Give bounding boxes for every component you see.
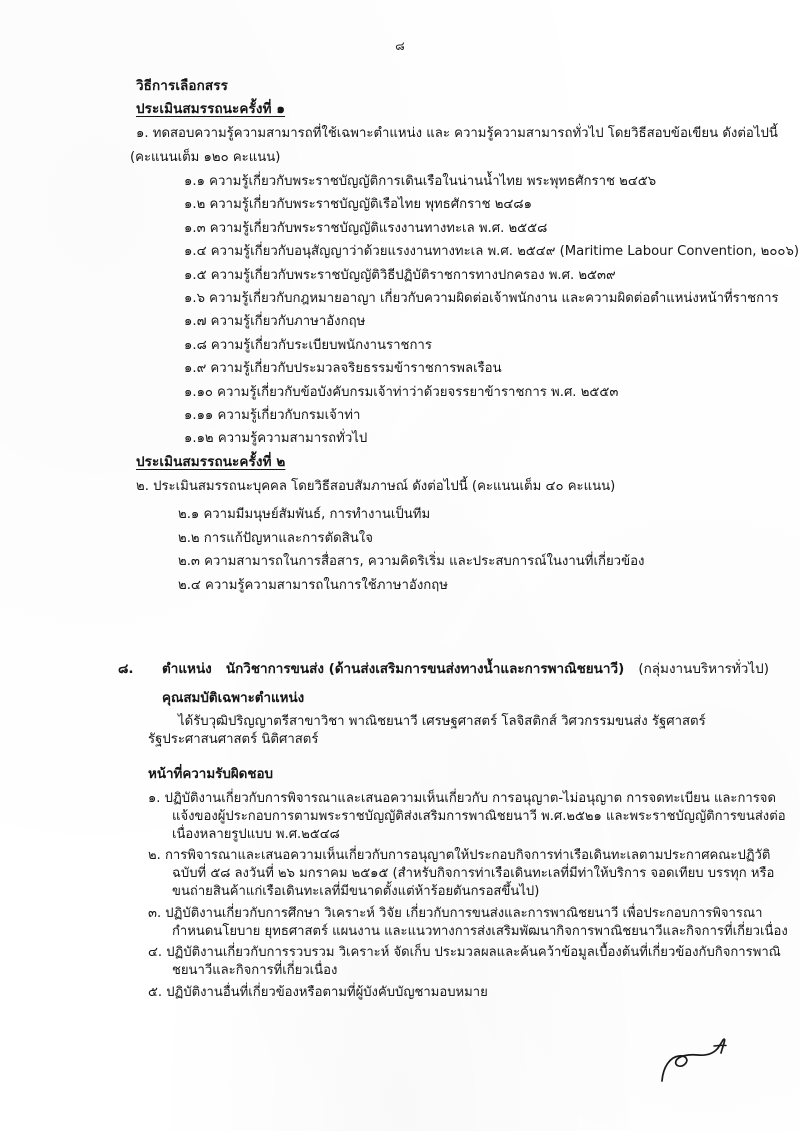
position-label: ตำแหน่ง bbox=[162, 661, 212, 678]
position-section-title bbox=[162, 661, 790, 677]
page-content bbox=[118, 78, 799, 1006]
round-2-item: ๒.๒ การแก้ปัญหาและการตัดสินใจ bbox=[178, 530, 373, 546]
round-2-item: ๒.๔ ความรู้ความสามารถในการใช้ภาษาอังกฤษ bbox=[178, 578, 448, 594]
round-1-item: ๑.๒ ความรู้เกี่ยวกับพระราชบัญญัติเรือไทย พุทธศักราช ๒๔๘๑ bbox=[184, 197, 532, 213]
position-title-text: นักวิชาการขนส่ง (ด้านส่งเสริมการขนส่งทางน้ำและการพาณิชยนาวี) bbox=[225, 661, 625, 678]
round-1-intro: ๑. ทดสอบความรู้ความสามารถที่ใช้เฉพาะตำแหน่ง และ ความรู้ความสามารถทั่วไป โดยวิธีสอบข้อเขียน ดังต่อไปนี้ bbox=[136, 126, 778, 141]
signature-icon bbox=[654, 1037, 742, 1093]
round-1-item: ๑.๓ ความรู้เกี่ยวกับพระราชบัญญัติแรงงานทางทะเล พ.ศ. ๒๕๕๘ bbox=[184, 220, 548, 236]
selection-method-heading: วิธีการเลือกสรร bbox=[136, 78, 228, 94]
round-1-item: ๑.๖ ความรู้เกี่ยวกับกฎหมายอาญา เกี่ยวกับความผิดต่อเจ้าพนักงาน และความผิดต่อตำแหน่งหน้าที่ราชการ bbox=[184, 291, 779, 307]
round-1-item: ๑.๑ ความรู้เกี่ยวกับพระราชบัญญัติการเดินเรือในน่านน้ำไทย พระพุทธศักราช ๒๔๕๖ bbox=[184, 174, 657, 190]
round-1-item: ๑.๙ ความรู้เกี่ยวกับประมวลจริยธรรมข้าราชการพลเรือน bbox=[184, 361, 502, 377]
qualifications-body: ได้รับวุฒิปริญญาตรีสาขาวิชา พาณิชยนาวี เศรษฐศาสตร์ โลจิสติกส์ วิศวกรรมขนส่ง รัฐศาสตร์ รัฐประศาสนศาสตร์ นิติศาสตร์ bbox=[148, 714, 706, 748]
spacer bbox=[118, 603, 790, 661]
qualifications-heading: คุณสมบัติเฉพาะตำแหน่ง bbox=[162, 691, 305, 707]
handwritten-signature bbox=[654, 1037, 742, 1093]
round-2-heading: ประเมินสมรรถนะครั้งที่ ๒ bbox=[136, 453, 286, 470]
responsibility-item: ๕. ปฏิบัติงานอื่นที่เกี่ยวข้องหรือตามที่ผู้บังคับบัญชามอบหมาย bbox=[148, 984, 488, 1000]
page-number: ๘ bbox=[395, 38, 405, 53]
round-1-item: ๑.๑๐ ความรู้เกี่ยวกับข้อบังคับกรมเจ้าท่าว่าด้วยจรรยาข้าราชการ พ.ศ. ๒๕๕๓ bbox=[184, 384, 619, 400]
round-1-item: ๑.๑๒ ความรู้ความสามารถทั่วไป bbox=[184, 431, 368, 447]
round-1-item: ๑.๘ ความรู้เกี่ยวกับระเบียบพนักงานราชการ bbox=[184, 337, 432, 353]
round-2-item: ๒.๓ ความสามารถในการสื่อสาร, ความคิดริเริ่ม และประสบการณ์ในงานที่เกี่ยวข้อง bbox=[178, 554, 645, 570]
position-group: (กลุ่มงานบริหารทั่วไป) bbox=[638, 661, 770, 678]
round-2-item: ๒.๑ ความมีมนุษย์สัมพันธ์, การทำงานเป็นทีม bbox=[178, 506, 431, 522]
round-1-item: ๑.๔ ความรู้เกี่ยวกับอนุสัญญาว่าด้วยแรงงานทางทะเล พ.ศ. ๒๕๔๙ (Maritime Labour Convention, ๒๐๐๖) bbox=[184, 244, 799, 260]
responsibility-item: ๔. ปฏิบัติงานเกี่ยวกับการรวบรวม วิเคราะห์ จัดเก็บ ประมวลผลและค้นคว้าข้อมูลเบื้องต้นที่เกี่ยวข้องกับกิจการพาณิชยนาวีและกิจการที่เกี่ยวเนื่อง bbox=[148, 945, 781, 979]
responsibility-item: ๒. การพิจารณาและเสนอความเห็นเกี่ยวกับการอนุญาตให้ประกอบกิจการท่าเรือเดินทะเลตามประกาศคณะปฏิวัติ ฉบับที่ ๕๘ ลงวันที่ ๒๖ มกราคม ๒๕๑๕ (สำหรับกิจการท่าเรือเดินทะเลที่มีท่าให้บริการ จอดเทียบ บรรทุก หรือขนถ่ายสินค้าแก่เรือเดินทะเลที่มีขนาดตั้งแต่ห้าร้อยตันกรอสขึ้นไป) bbox=[148, 848, 775, 899]
responsibilities-heading: หน้าที่ความรับผิดชอบ bbox=[148, 766, 274, 782]
position-section-number: ๘. bbox=[118, 661, 134, 678]
responsibility-item: ๓. ปฏิบัติงานเกี่ยวกับการศึกษา วิเคราะห์ วิจัย เกี่ยวกับการขนส่งและการพาณิชยนาวี เพื่อประกอบการพิจารณากำหนดนโยบาย ยุทธศาสตร์ แผนงาน และแนวทางการส่งเสริมพัฒนากิจการพาณิชยนาวีและกิจการที่เกี่ยวเนื่อง bbox=[148, 905, 788, 939]
round-2-intro: ๒. ประเมินสมรรถนะบุคคล โดยวิธีสอบสัมภาษณ์ ดังต่อไปนี้ (คะแนนเต็ม ๔๐ คะแนน) bbox=[136, 479, 616, 495]
position-section-header bbox=[118, 661, 790, 677]
round-1-item: ๑.๕ ความรู้เกี่ยวกับพระราชบัญญัติวิธีปฏิบัติราชการทางปกครอง พ.ศ. ๒๕๓๙ bbox=[184, 267, 616, 283]
round-1-heading: ประเมินสมรรถนะครั้งที่ ๑ bbox=[136, 100, 286, 117]
responsibility-item: ๑. ปฏิบัติงานเกี่ยวกับการพิจารณาและเสนอความเห็นเกี่ยวกับ การอนุญาต-ไม่อนุญาต การจดทะเบียน และการจดแจ้งของผู้ประกอบการตามพระราชบัญญัติส่งเสริมการพาณิชยนาวี พ.ศ.๒๕๒๑ และพระราชบัญญัติการขนส่งต่อเนื่องหลายรูปแบบ พ.ศ.๒๕๔๘ bbox=[148, 790, 786, 842]
round-1-item: ๑.๗ ความรู้เกี่ยวกับภาษาอังกฤษ bbox=[184, 314, 366, 330]
round-1-item: ๑.๑๑ ความรู้เกี่ยวกับกรมเจ้าท่า bbox=[184, 408, 361, 423]
round-1-score: (คะแนนเต็ม ๑๒๐ คะแนน) bbox=[130, 149, 281, 165]
